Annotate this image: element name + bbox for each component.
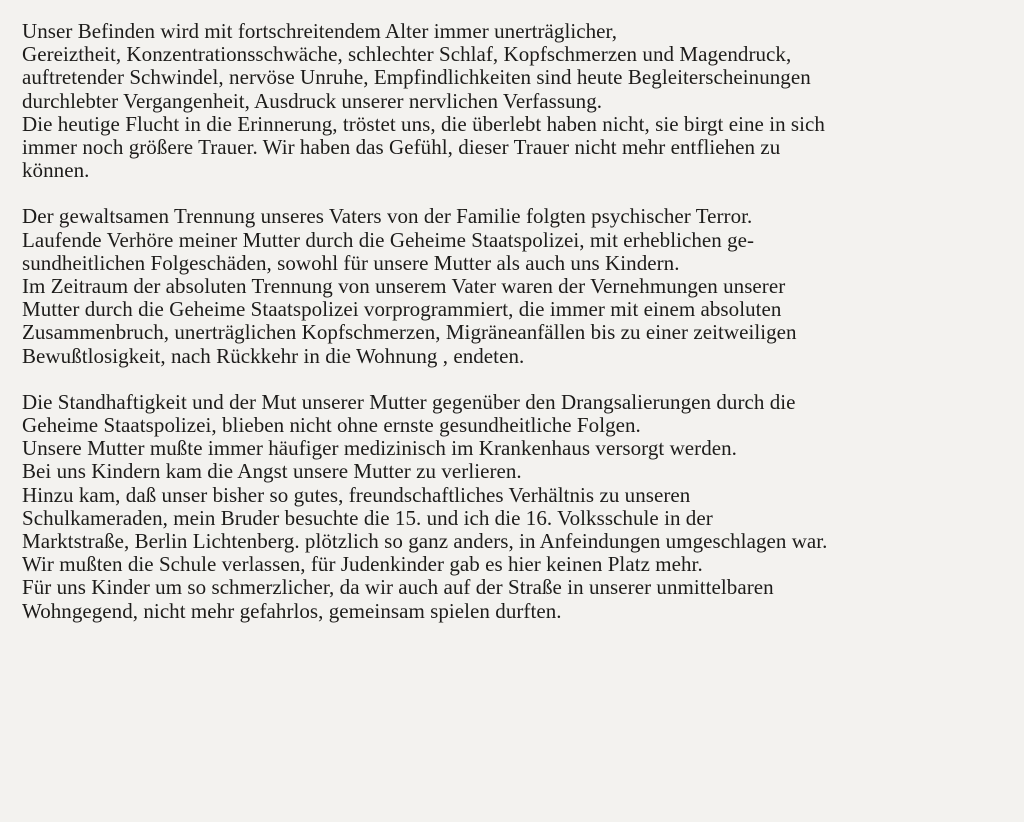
text-line: Zusammenbruch, unerträglichen Kopfschmerzen, Migräneanfällen bis zu einer zeitweiligen: [22, 320, 797, 345]
paragraph-health: [22, 20, 1010, 182]
text-line: Marktstraße, Berlin Lichtenberg. plötzlich so ganz anders, in Anfeindungen umgeschlagen war.: [22, 529, 828, 554]
text-line: Die Standhaftigkeit und der Mut unserer Mutter gegenüber den Drangsalierungen durch die: [22, 389, 796, 414]
text-line: sundheitlichen Folgeschäden, sowohl für unsere Mutter als auch uns Kindern.: [22, 250, 680, 275]
paragraph-terror: [22, 205, 1010, 367]
text-line: Laufende Verhöre meiner Mutter durch die Geheime Staatspolizei, mit erheblichen ge-: [22, 227, 755, 252]
text-line: Die heutige Flucht in die Erinnerung, tröstet uns, die überlebt haben nicht, sie birgt eine in sich: [22, 111, 825, 136]
text-line: Geheime Staatspolizei, blieben nicht ohne ernste gesundheitliche Folgen.: [22, 413, 641, 438]
text-line: durchlebter Vergangenheit, Ausdruck unserer nervlichen Verfassung.: [22, 88, 603, 113]
text-line: Im Zeitraum der absoluten Trennung von unserem Vater waren der Vernehmungen unserer: [22, 274, 786, 299]
text-line: Mutter durch die Geheime Staatspolizei vorprogrammiert, die immer mit einem absoluten: [22, 297, 782, 322]
text-line: auftretender Schwindel, nervöse Unruhe, Empfindlichkeiten sind heute Begleiterscheinungen: [22, 65, 811, 90]
text-line: Gereiztheit, Konzentrationsschwäche, schlechter Schlaf, Kopfschmerzen und Magendruck,: [22, 42, 792, 67]
text-line: können.: [22, 158, 90, 183]
text-line: Hinzu kam, daß unser bisher so gutes, freundschaftliches Verhältnis zu unseren: [22, 482, 691, 507]
text-line: Wir mußten die Schule verlassen, für Judenkinder gab es hier keinen Platz mehr.: [22, 552, 703, 577]
text-line: Der gewaltsamen Trennung unseres Vaters von der Familie folgten psychischer Terror.: [22, 204, 753, 229]
text-line: immer noch größere Trauer. Wir haben das Gefühl, dieser Trauer nicht mehr entfliehen zu: [22, 135, 781, 160]
text-line: Für uns Kinder um so schmerzlicher, da wir auch auf der Straße in unserer unmittelbaren: [22, 575, 774, 600]
text-line: Unser Befinden wird mit fortschreitendem Alter immer unerträglicher,: [22, 19, 618, 43]
text-line: Bei uns Kindern kam die Angst unsere Mutter zu verlieren.: [22, 459, 522, 484]
text-line: Wohngegend, nicht mehr gefahrlos, gemeinsam spielen durften.: [22, 598, 562, 623]
text-line: Bewußtlosigkeit, nach Rückkehr in die Wohnung , endeten.: [22, 343, 525, 368]
text-line: Unsere Mutter mußte immer häufiger medizinisch im Krankenhaus versorgt werden.: [22, 436, 737, 461]
text-line: Schulkameraden, mein Bruder besuchte die 15. und ich die 16. Volksschule in der: [22, 505, 713, 530]
paragraph-school: [22, 391, 1010, 623]
